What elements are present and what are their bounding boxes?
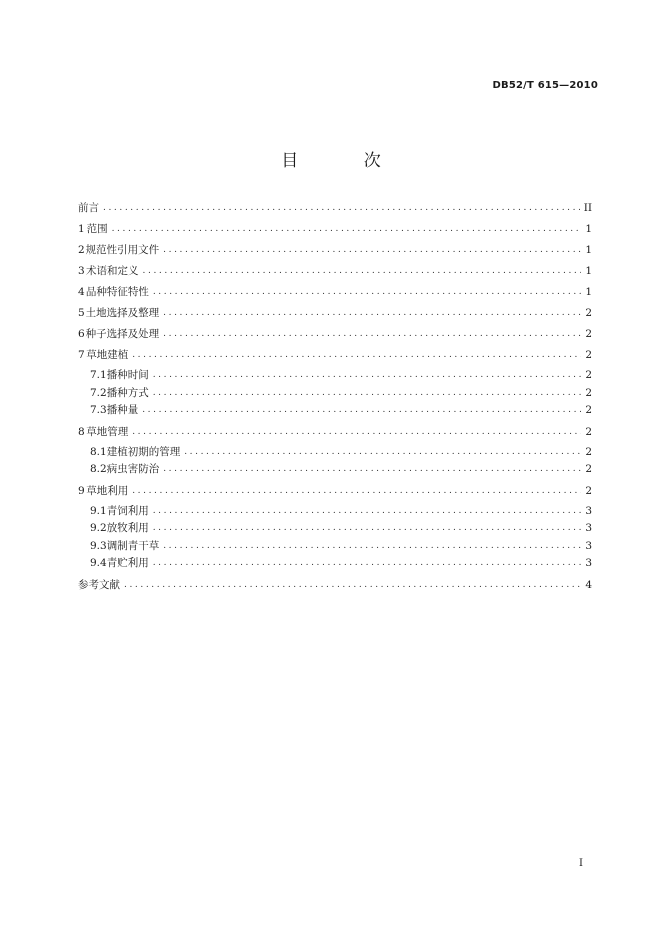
toc-entry[interactable]	[78, 346, 592, 364]
toc-entry-number: 1	[78, 223, 85, 235]
toc-entry-page: 2	[585, 307, 592, 319]
toc-entry-page: 2	[585, 463, 592, 475]
toc-entry[interactable]	[78, 520, 592, 538]
toc-entry-number: 6	[78, 328, 85, 340]
toc-dot-leader	[112, 220, 582, 238]
toc-entry-title: 品种特征特性	[85, 286, 149, 298]
toc-entry-page: 2	[585, 404, 592, 416]
toc-entry-title: 范围	[86, 223, 108, 235]
toc-dot-leader	[163, 304, 581, 322]
footer-page-number: I	[579, 858, 583, 869]
toc-dot-leader	[132, 346, 581, 364]
toc-dot-leader	[163, 538, 581, 556]
toc-entry-page: 2	[585, 425, 592, 438]
toc-entry-page: 3	[585, 557, 592, 569]
toc-entry-title: 播种方式	[106, 386, 149, 399]
toc-entry[interactable]	[78, 538, 592, 556]
toc-entry-page: 2	[585, 349, 592, 361]
document-code: DB52/T 615—2010	[492, 80, 598, 91]
toc-entry-page: 4	[585, 578, 592, 591]
toc-entry-title: 前言	[78, 202, 99, 214]
toc-entry-title: 建植初期的管理	[106, 445, 181, 458]
toc-entry-number: 8	[78, 425, 85, 438]
toc-entry-title: 调制青干草	[106, 539, 160, 552]
table-of-contents	[78, 199, 592, 594]
toc-entry-number: 8.2	[90, 463, 107, 475]
toc-entry-page: 1	[585, 223, 592, 235]
toc-dot-leader	[163, 325, 581, 343]
toc-entry[interactable]	[78, 220, 592, 238]
toc-entry[interactable]	[78, 367, 592, 385]
toc-entry-number: 9.1	[90, 504, 107, 517]
toc-dot-leader	[153, 520, 582, 538]
page-title: 目 次	[281, 151, 411, 171]
toc-entry[interactable]	[78, 304, 592, 322]
toc-dot-leader	[163, 241, 581, 259]
toc-entry-number: 5	[78, 307, 85, 319]
toc-entry[interactable]	[78, 241, 592, 259]
toc-entry[interactable]	[78, 199, 592, 217]
toc-entry[interactable]	[78, 262, 592, 280]
toc-dot-leader	[143, 262, 582, 280]
toc-entry-number: 7.2	[90, 386, 107, 399]
toc-entry-page: 1	[585, 286, 592, 298]
toc-entry-title: 病虫害防治	[106, 463, 160, 475]
toc-entry-number: 9.3	[90, 539, 107, 552]
toc-entry[interactable]	[78, 325, 592, 343]
toc-dot-leader	[163, 461, 581, 479]
toc-entry[interactable]	[78, 576, 592, 594]
toc-entry[interactable]	[78, 444, 592, 462]
toc-dot-leader	[142, 402, 581, 420]
toc-dot-leader	[103, 199, 580, 217]
toc-entry[interactable]	[78, 283, 592, 301]
toc-entry-number: 8.1	[90, 445, 107, 458]
toc-entry[interactable]	[78, 482, 592, 500]
toc-entry-title: 播种时间	[106, 369, 149, 381]
toc-entry-title: 参考文献	[78, 578, 120, 591]
toc-entry-page: 3	[585, 504, 592, 517]
toc-entry-page: 1	[585, 244, 592, 256]
toc-entry-page: II	[583, 202, 592, 214]
toc-dot-leader	[153, 385, 582, 403]
toc-entry-number: 4	[78, 286, 85, 298]
toc-entry[interactable]	[78, 423, 592, 441]
toc-entry-title: 青饲利用	[106, 504, 149, 517]
toc-entry-title: 术语和定义	[86, 265, 139, 277]
toc-entry-page: 2	[585, 328, 592, 340]
toc-entry-number: 9.2	[90, 522, 107, 534]
toc-entry[interactable]	[78, 385, 592, 403]
toc-entry-number: 9	[78, 484, 85, 497]
toc-entry-title: 播种量	[106, 404, 139, 416]
toc-dot-leader	[153, 555, 582, 573]
toc-entry-title: 土地选择及整理	[85, 307, 160, 319]
toc-entry-title: 草地利用	[86, 484, 129, 497]
toc-dot-leader	[153, 283, 581, 301]
toc-entry-page: 1	[585, 265, 592, 277]
toc-entry-title: 种子选择及处理	[85, 328, 160, 340]
toc-entry[interactable]	[78, 503, 592, 521]
toc-entry-number: 2	[78, 244, 85, 256]
toc-entry-title: 规范性引用文件	[85, 244, 160, 256]
toc-entry-page: 3	[585, 539, 592, 552]
toc-dot-leader	[124, 576, 581, 594]
toc-entry-title: 草地建植	[86, 349, 129, 361]
toc-dot-leader	[153, 367, 582, 385]
toc-entry-page: 2	[585, 445, 592, 458]
toc-entry-page: 2	[585, 386, 592, 399]
toc-entry[interactable]	[78, 461, 592, 479]
toc-entry-title: 草地管理	[86, 425, 129, 438]
toc-entry[interactable]	[78, 402, 592, 420]
toc-entry-number: 7	[78, 349, 85, 361]
toc-entry-page: 2	[585, 369, 592, 381]
toc-dot-leader	[184, 444, 581, 462]
toc-entry[interactable]	[78, 555, 592, 573]
toc-entry-number: 7.1	[90, 369, 107, 381]
toc-entry-number: 9.4	[90, 557, 107, 569]
toc-entry-title: 放牧利用	[106, 522, 149, 534]
toc-entry-page: 2	[585, 484, 592, 497]
toc-dot-leader	[132, 482, 581, 500]
toc-entry-page: 3	[585, 522, 592, 534]
toc-entry-number: 7.3	[90, 404, 107, 416]
toc-dot-leader	[132, 423, 581, 441]
toc-entry-number: 3	[78, 265, 85, 277]
toc-dot-leader	[153, 503, 582, 521]
toc-entry-title: 青贮利用	[106, 557, 149, 569]
